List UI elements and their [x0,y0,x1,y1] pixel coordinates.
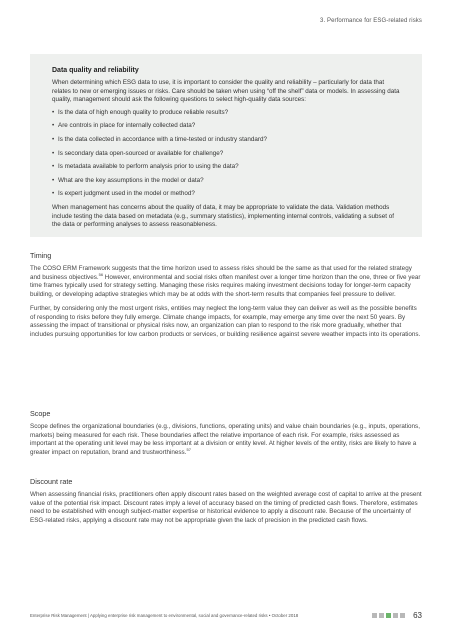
section-square-active-icon [386,613,391,618]
list-item [52,163,400,172]
page-footer [30,609,422,621]
section-indicator [372,613,405,618]
list-item [52,136,400,145]
timing-heading: Timing [30,251,52,260]
list-item [52,150,400,159]
list-item-text: Is the data collected in accordance with a time-tested or industry standard? [58,135,267,143]
bullet-icon: • [52,190,55,198]
timing-section [30,251,422,345]
timing-text: However, environmental and social risks often manifest over a longer time horizon than the one, three or five year time frames typically used for strategy setting. Managing these risks requires making investment decisions today for longer-term capacity building, or developing adaptive strategies which may be at odds with the short-term results that companies feel pressure to deliver. [30,273,421,299]
list-item-text: What are the key assumptions in the model or data? [58,176,204,184]
scope-heading: Scope [30,409,51,418]
footnote-ref[interactable]: 56 [98,271,104,277]
scope-paragraph [30,423,422,458]
question-list [52,109,400,199]
bullet-icon: • [52,149,55,157]
bullet-icon: • [52,108,55,116]
timing-text: The COSO ERM Framework suggests that the time horizon used to assess risks should be the same as that used for the related strategy and business objectives. [30,265,412,281]
list-item [52,190,400,199]
section-square-icon [393,613,398,618]
timing-paragraph-2: Further, by considering only the most urgent risks, entities may neglect the long-term value they can deliver as well as the possible benefits of responding to risks before they fully emerge. Climate change impacts, for example, may emerge any time over the next 50 years. By assessing the impact of transitional or physical risks now, an organization can plan to respond to the risk more gradually, whether that includes pursuing opportunities for low carbon products or services, or building resilience against severe weather impacts into its operations. [30,304,421,338]
list-item-text: Are controls in place for internally collected data? [58,122,196,130]
section-square-icon [372,613,377,618]
bullet-icon: • [52,176,55,184]
discount-paragraph: When assessing financial risks, practitioners often apply discount rates based on the weighted average cost of capital to arrive at the present value of the potential risk impact. Discount rates imply a level of accuracy based on the timing of predicted cash flows. Therefore, estimates need to be established with enough subject-matter expertise or historical evidence to apply a discount rate. Because of the uncertainty of ESG-related risks, applying a discount rate may not be appropriate given the lack of precision in the predicted cash flows. [30,491,422,525]
bullet-icon: • [52,163,55,171]
timing-paragraph-1 [30,265,422,300]
list-item [52,122,400,131]
scope-text: Scope defines the organizational boundaries (e.g., divisions, functions, operating units) and value chain boundaries (e.g., inputs, operations, markets) being measured for each risk. These boundaries affect the relative importance of each risk. For example, risks assessed as important at the operating unit level may be less important at a division or entity level. At higher levels of the entity, risks are likely to have a greater impact on reputation, brand and trustworthiness. [30,423,420,457]
section-square-icon [379,613,384,618]
bullet-icon: • [52,122,55,130]
bullet-icon: • [52,135,55,143]
footnote-ref[interactable]: 57 [186,447,191,453]
discount-heading: Discount rate [30,477,73,486]
scope-section [30,409,422,463]
running-head: 3. Performance for ESG-related risks [320,18,422,24]
discount-rate-section [30,477,422,531]
list-item [52,109,400,118]
list-item [52,177,400,186]
section-square-icon [400,613,405,618]
list-item-text: Is expert judgment used in the model or method? [58,190,195,198]
sidebar-closing: When management has concerns about the quality of data, it may be appropriate to validate the data. Validation methods include testing the data based on metadata (e.g., summary statistics), implementing internal controls, validating a subset of the data or performing analyses to assess reasonableness. [52,203,394,229]
data-quality-sidebar [30,54,422,237]
page-number: 63 [413,610,422,620]
sidebar-title: Data quality and reliability [52,67,139,74]
list-item-text: Is metadata available to perform analysis prior to using the data? [58,163,239,171]
list-item-text: Is secondary data open-sourced or available for challenge? [58,149,224,157]
footer-text: Enterprise Risk Management | Applying enterprise risk management to environmental, social and governance-related risks • October 2018 [30,612,299,618]
list-item-text: Is the data of high enough quality to produce reliable results? [58,108,229,116]
sidebar-intro: When determining which ESG data to use, it is important to consider the quality and reliability – particularly for data that relates to new or emerging issues or risks. Care should be taken when using “off the shelf” data or models. In assessing data quality, management should ask the following questions to select high-quality data sources: [52,79,400,104]
